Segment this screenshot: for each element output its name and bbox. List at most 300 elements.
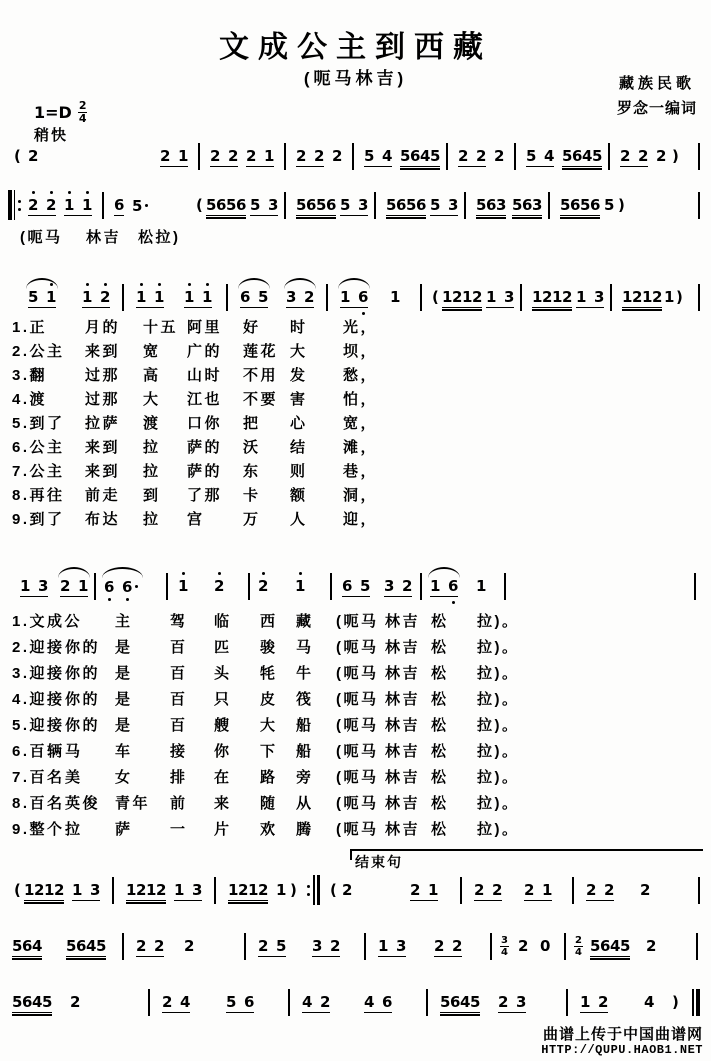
barline [694, 573, 696, 600]
note-digit: 4 [180, 993, 191, 1011]
verse1-lyric-cell: 害 [290, 391, 308, 408]
note-digit: 2 [162, 993, 173, 1011]
barline [326, 284, 328, 311]
parenthesis: ( [330, 881, 337, 899]
note-digit: 1 [542, 881, 553, 899]
note-digit: 5 [470, 993, 481, 1011]
note-digit: 6 [590, 196, 601, 214]
verse2-lyric-cell: 百 [170, 691, 188, 708]
note-digit: 2 [214, 578, 224, 594]
barline [564, 933, 566, 960]
note-digit: 4 [86, 937, 97, 955]
octave-dot-above [50, 283, 53, 286]
note-digit: 2 [652, 288, 663, 306]
verse2-lyric-cell: 7.百名 [12, 769, 65, 786]
note-digit: 4 [460, 993, 471, 1011]
note-digit: 6 [448, 578, 458, 594]
music-note-token [258, 938, 286, 957]
music-note-token [132, 197, 151, 216]
verse1-lyric-cell: 怕， [343, 391, 379, 408]
verse2-lyric-cell: 驾 [170, 613, 188, 630]
note-digit: 1 [378, 937, 389, 955]
music-note-token [276, 882, 286, 900]
note-digit: 2 [100, 289, 110, 305]
verse2-lyric-cell: 松 [431, 613, 449, 630]
music-note-token [622, 289, 662, 308]
verse1-lyric-cell: 5.到了 [12, 415, 65, 432]
note-digit: 4 [32, 993, 43, 1011]
note-digit: 3 [192, 881, 203, 899]
note-digit: 4 [610, 937, 621, 955]
octave-dot-above [206, 283, 209, 286]
octave-dot-above [32, 191, 35, 194]
verse1-lyric-cell: 6.公主 [12, 439, 65, 456]
note-digit: 5 [562, 147, 573, 165]
note-digit: 6 [76, 937, 87, 955]
note-digit: 6 [240, 288, 251, 306]
note-digit: 3 [532, 196, 543, 214]
verse2-lyric-cell: 拉)。 [477, 717, 520, 734]
note-digit: 5 [132, 197, 143, 215]
note-digit: 1 [390, 288, 401, 306]
verse2-lyric-cell: 松 [431, 743, 449, 760]
verse2-lyric-cell: 随 [260, 795, 278, 812]
music-note-token [72, 882, 100, 901]
note-digit: 5 [620, 937, 631, 955]
note-digit: 3 [396, 937, 407, 955]
interlude-lyric-cell: 林吉 [86, 229, 122, 246]
note-digit: 1 [476, 577, 487, 595]
barline [426, 989, 428, 1016]
meter-fraction [78, 100, 88, 125]
verse1-lyric-cell: 巷， [343, 463, 379, 480]
verse2-lyric-cell: 林吉 [385, 717, 421, 734]
verse2-lyric-cell: 松 [431, 769, 449, 786]
verse2-lyric-cell: (呃马 [336, 769, 379, 786]
verse2-lyric-cell: 船 [296, 717, 314, 734]
verse1-lyric-cell: 1.正 [12, 319, 48, 336]
verse2-lyric-cell: 美 [65, 769, 83, 786]
music-note-token [82, 289, 110, 308]
note-digit: 1 [82, 197, 92, 213]
ending-label: 结束句 [355, 854, 403, 870]
note-digit: 6 [396, 196, 407, 214]
verse1-lyric-cell: 来到 [85, 463, 121, 480]
octave-dot-above [218, 572, 221, 575]
note-digit: 6 [326, 196, 337, 214]
verse2-lyric-cell: 是 [115, 639, 133, 656]
music-note-token [494, 148, 504, 166]
barline [122, 284, 124, 311]
note-digit: 6 [342, 577, 353, 595]
note-digit: 0 [540, 937, 551, 955]
note-digit: 3 [38, 577, 49, 595]
note-digit: 2 [472, 288, 483, 306]
music-note-token [214, 578, 224, 596]
time-signature [574, 935, 583, 958]
verse1-lyric-cell: 发 [290, 367, 308, 384]
barline [608, 143, 610, 170]
music-note-token [12, 994, 52, 1013]
music-note-token [206, 197, 246, 216]
note-digit: 5 [316, 196, 327, 214]
note-digit: 6 [416, 196, 427, 214]
music-note-token [386, 197, 426, 216]
verse2-lyric-cell: 马 [65, 743, 83, 760]
note-digit: 3 [312, 937, 323, 955]
music-note-token [646, 938, 656, 956]
verse2-lyric-cell: 片 [214, 821, 232, 838]
note-digit: 2 [646, 937, 657, 955]
verse2-lyric-cell: 拉)。 [477, 743, 520, 760]
music-note-token [114, 197, 124, 216]
music-note-token [430, 197, 458, 216]
verse1-lyric-cell: 过那 [85, 367, 121, 384]
music-note-token [442, 289, 482, 308]
music-note-token [526, 148, 554, 167]
note-digit: 1 [428, 881, 439, 899]
verse2-lyric-cell: 百 [170, 717, 188, 734]
note-digit: 1 [126, 881, 137, 899]
note-digit: 5 [364, 147, 375, 165]
parenthesis: ) [672, 993, 679, 1011]
note-digit: 1 [552, 288, 563, 306]
note-digit: 2 [154, 937, 165, 955]
verse2-lyric-cell: 牦 [260, 665, 278, 682]
music-note-token [296, 197, 336, 216]
verse2-lyric-cell: 从 [296, 795, 314, 812]
barline [420, 573, 422, 600]
verse2-lyric-cell: 2.迎接 [12, 639, 65, 656]
music-note-token [364, 994, 392, 1013]
barline [214, 877, 216, 904]
note-digit: 5 [386, 196, 397, 214]
interlude-lyric-cell: (呃马 [20, 229, 63, 246]
verse2-lyric-cell: 头 [214, 665, 232, 682]
verse2-lyric-cell: 9.整个 [12, 821, 65, 838]
note-digit: 3 [358, 196, 369, 214]
note-digit: 6 [104, 579, 114, 595]
verse1-lyric-cell: 愁， [343, 367, 379, 384]
verse2-lyric-cell: 是 [115, 665, 133, 682]
note-digit: 3 [594, 288, 605, 306]
barline [102, 192, 104, 219]
note-digit: 5 [276, 937, 287, 955]
note-digit: 6 [358, 289, 368, 305]
song-subtitle: (呃马林吉) [303, 69, 408, 88]
note-digit: 2 [330, 937, 341, 955]
verse1-lyric-cell: 广的 [187, 343, 223, 360]
augmentation-dot-mark [145, 204, 148, 207]
augmentation-dot [142, 197, 151, 211]
note-digit: 1 [174, 881, 185, 899]
verse2-lyric-cell: 林吉 [385, 769, 421, 786]
note-digit: 3 [384, 577, 395, 595]
note-digit: 1 [64, 197, 74, 213]
note-digit: 2 [542, 288, 553, 306]
verse2-lyric-cell: 1.文成公 [12, 613, 83, 630]
key-signature [34, 100, 87, 125]
barline [698, 877, 700, 904]
parenthesis: ( [14, 147, 21, 165]
verse1-lyric-cell: 前走 [85, 487, 121, 504]
barline [464, 192, 466, 219]
barline [520, 284, 522, 311]
music-note-token [162, 994, 190, 1013]
verse2-lyric-cell: 8.百名 [12, 795, 65, 812]
barline [288, 989, 290, 1016]
note-digit: 5 [360, 577, 371, 595]
verse1-lyric-cell: 万 [243, 511, 261, 528]
music-note-token [240, 289, 268, 308]
octave-dot-above [158, 283, 161, 286]
note-digit: 2 [562, 288, 573, 306]
verse2-lyric-cell: 你的 [65, 717, 101, 734]
source-credit: 藏族民歌 [618, 75, 695, 92]
note-digit: 5 [580, 196, 591, 214]
note-digit: 6 [306, 196, 317, 214]
note-digit: 6 [244, 993, 255, 1011]
note-digit: 1 [580, 993, 591, 1011]
octave-dot-above [86, 191, 89, 194]
note-digit: 5 [258, 288, 269, 306]
note-digit: 2 [492, 881, 503, 899]
note-digit: 4 [302, 993, 313, 1011]
note-digit: 2 [46, 197, 56, 213]
music-note-token [342, 882, 352, 900]
verse1-lyric-cell: 8.再往 [12, 487, 65, 504]
music-note-token [210, 148, 238, 167]
note-digit: 6 [22, 937, 33, 955]
octave-dot-above [140, 283, 143, 286]
octave-dot-above [262, 572, 265, 575]
note-digit: 1 [154, 289, 164, 305]
note-digit: 2 [640, 881, 651, 899]
note-digit: 2 [238, 881, 249, 899]
music-note-token [226, 994, 254, 1013]
note-digit: 5 [12, 993, 23, 1011]
barline [166, 573, 168, 600]
verse1-lyric-cell: 山时 [187, 367, 223, 384]
octave-dot-above [299, 572, 302, 575]
verse2-lyric-cell: 6.百辆 [12, 743, 65, 760]
note-digit: 6 [22, 993, 33, 1011]
music-note-token [590, 938, 630, 957]
verse1-lyric-cell: 萨的 [187, 439, 223, 456]
music-note-token [20, 578, 48, 597]
verse2-lyric-cell: 旁 [296, 769, 314, 786]
note-digit: 2 [320, 993, 331, 1011]
note-digit: 5 [430, 147, 441, 165]
note-digit: 1 [576, 288, 587, 306]
note-digit: 2 [524, 881, 535, 899]
verse1-lyric-cell: 了那 [187, 487, 223, 504]
verse1-lyric-cell: 不要 [243, 391, 279, 408]
note-digit: 6 [382, 993, 393, 1011]
verse2-lyric-cell: 你的 [65, 665, 101, 682]
parenthesis: ( [432, 288, 439, 306]
note-digit: 2 [70, 993, 81, 1011]
music-note-token [640, 882, 650, 900]
barline [696, 933, 698, 960]
verse1-lyric-cell: 来到 [85, 439, 121, 456]
music-note-token [384, 578, 412, 597]
note-digit: 6 [570, 196, 581, 214]
note-digit: 1 [430, 577, 441, 595]
verse2-lyric-cell: 百 [170, 639, 188, 656]
verse1-lyric-cell: 宽， [343, 415, 379, 432]
barline [446, 143, 448, 170]
time-sig-denominator: 4 [501, 947, 508, 958]
verse2-lyric-cell: 松 [431, 691, 449, 708]
barline [548, 192, 550, 219]
verse1-lyric-cell: 到 [143, 487, 161, 504]
verse2-lyric-cell: (呃马 [336, 691, 379, 708]
note-digit: 3 [268, 196, 279, 214]
parenthesis: ( [196, 196, 203, 214]
verse1-lyric-cell: 把 [243, 415, 261, 432]
music-note-token [562, 148, 602, 167]
music-note-token [302, 994, 330, 1013]
music-note-token [60, 578, 88, 597]
verse1-lyric-cell: 则 [290, 463, 308, 480]
music-note-token [28, 289, 56, 308]
note-digit: 1 [202, 289, 212, 305]
music-note-token [66, 938, 106, 957]
verse1-lyric-cell: 9.到了 [12, 511, 65, 528]
parenthesis: ( [14, 881, 21, 899]
music-note-token [410, 882, 438, 901]
verse1-lyric-cell: 口你 [187, 415, 223, 432]
note-digit: 5 [66, 937, 77, 955]
music-note-token [580, 994, 608, 1013]
note-digit: 2 [452, 288, 463, 306]
verse2-lyric-cell: 只 [214, 691, 232, 708]
verse2-lyric-cell: 拉)。 [477, 639, 520, 656]
music-note-token [430, 578, 458, 597]
note-digit: 4 [32, 937, 43, 955]
note-digit: 1 [295, 578, 305, 594]
verse1-lyric-cell: 渡 [143, 415, 161, 432]
note-digit: 2 [598, 993, 609, 1011]
verse1-lyric-cell: 光， [343, 319, 379, 336]
verse1-lyric-cell: 滩， [343, 439, 379, 456]
verse2-lyric-cell: 你 [214, 743, 232, 760]
barline [284, 143, 286, 170]
note-digit: 1 [228, 881, 239, 899]
verse2-lyric-cell: 匹 [214, 639, 232, 656]
barline [460, 877, 462, 904]
song-title: 文成公主到西藏 [219, 31, 492, 64]
note-digit: 2 [498, 993, 509, 1011]
time-sig-numerator: 3 [501, 935, 508, 946]
note-digit: 1 [622, 288, 633, 306]
note-digit: 2 [160, 147, 171, 165]
note-digit: 5 [400, 147, 411, 165]
verse2-lyric-cell: 4.迎接 [12, 691, 65, 708]
verse2-lyric-cell: 你的 [65, 639, 101, 656]
note-digit: 5 [430, 196, 441, 214]
verse1-lyric-cell: 阿里 [187, 319, 223, 336]
verse2-lyric-cell: 主 [115, 613, 133, 630]
verse2-lyric-cell: 是 [115, 717, 133, 734]
note-digit: 1 [462, 288, 473, 306]
time-sig-denominator: 4 [575, 947, 582, 958]
music-note-token [474, 882, 502, 901]
verse1-lyric-cell: 沃 [243, 439, 261, 456]
barline [226, 284, 228, 311]
note-digit: 1 [24, 881, 35, 899]
note-digit: 1 [178, 147, 189, 165]
note-digit: 2 [452, 937, 463, 955]
music-note-token [178, 578, 188, 596]
note-digit: 2 [228, 147, 239, 165]
key-label: 1=D [34, 103, 72, 123]
verse2-lyric-cell: 3.迎接 [12, 665, 65, 682]
parenthesis: ) [618, 196, 625, 214]
music-note-token [136, 938, 164, 957]
note-digit: 1 [486, 288, 497, 306]
music-note-token [286, 289, 314, 308]
verse1-lyric-cell: 江也 [187, 391, 223, 408]
note-digit: 4 [420, 147, 431, 165]
music-note-token [620, 148, 648, 167]
octave-dot-above [182, 572, 185, 575]
verse1-lyric-cell: 莲花 [243, 343, 279, 360]
note-digit: 6 [522, 196, 533, 214]
verse2-lyric-cell: 下 [260, 743, 278, 760]
verse1-lyric-cell: 宽 [143, 343, 161, 360]
music-note-token [458, 148, 486, 167]
note-digit: 2 [620, 147, 631, 165]
verse2-lyric-cell: 拉)。 [477, 795, 520, 812]
note-digit: 6 [600, 937, 611, 955]
verse2-lyric-cell: 车 [115, 743, 133, 760]
note-digit: 2 [258, 881, 269, 899]
verse2-lyric-cell: 松 [431, 639, 449, 656]
barline [248, 573, 250, 600]
verse2-lyric-cell: 骏 [260, 639, 278, 656]
barline [698, 143, 700, 170]
note-digit: 6 [410, 147, 421, 165]
music-note-token [340, 289, 368, 308]
note-digit: 2 [474, 881, 485, 899]
note-digit: 2 [604, 881, 615, 899]
music-note-token [560, 197, 600, 216]
note-digit: 2 [136, 881, 147, 899]
note-digit: 1 [248, 881, 259, 899]
music-note-token [246, 148, 274, 167]
repeat-dots [307, 885, 310, 896]
verse1-lyric-cell: 宫 [187, 511, 205, 528]
note-digit: 5 [526, 147, 537, 165]
note-digit: 2 [458, 147, 469, 165]
note-digit: 2 [656, 147, 667, 165]
verse2-lyric-cell: 林吉 [385, 639, 421, 656]
note-digit: 5 [226, 196, 237, 214]
note-digit: 6 [216, 196, 227, 214]
verse2-lyric-cell: 皮 [260, 691, 278, 708]
verse1-lyric-cell: 结 [290, 439, 308, 456]
verse2-lyric-cell: 女 [115, 769, 133, 786]
music-note-token [160, 148, 188, 167]
verse1-lyric-cell: 过那 [85, 391, 121, 408]
note-digit: 4 [644, 993, 655, 1011]
ending-bracket-tick [350, 851, 352, 860]
note-digit: 2 [314, 147, 325, 165]
note-digit: 1 [664, 288, 675, 306]
music-note-token [295, 578, 305, 596]
